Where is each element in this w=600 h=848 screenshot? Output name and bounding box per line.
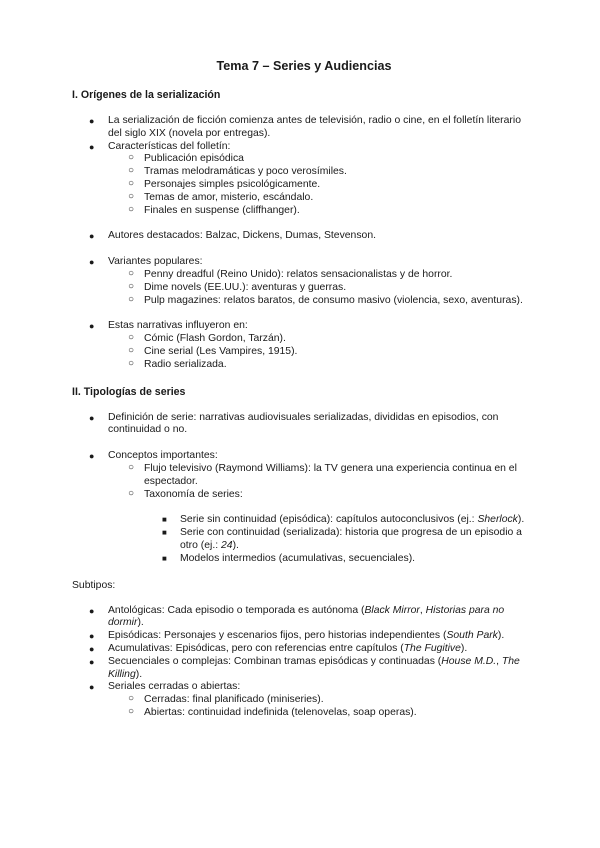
bullet-icon: ● [89,643,95,654]
list-item: ○ Tramas melodramáticas y poco verosímiles. [128,165,347,178]
subtypes-list [72,605,536,720]
circle-bullet-icon: ○ [128,461,135,473]
bullet-icon: ● [89,231,95,242]
list-item: ○ Radio serializada. [128,357,227,370]
list-item: ○ Taxonomía de series: [128,487,243,500]
bullet-icon: ● [89,257,95,268]
bullet-icon: ● [89,116,95,126]
spacer [72,501,536,514]
section-heading-origins: I. Orígenes de la serialización [72,89,221,101]
typologies-list [72,412,536,566]
list-item: ○ Dime novels (EE.UU.): aventuras y guerras. [128,280,347,293]
circle-bullet-icon: ○ [128,357,135,369]
circle-bullet-icon: ○ [128,487,135,499]
list-item: ● La serialización de ficción comienza antes de televisión, radio o cine, en el folletín literario del siglo XIX (novela por entregas). [89,115,521,139]
list-item: ■ Serie con continuidad (serializada): historia que progresa de un episodio a otro (ej.: 24). [162,527,522,551]
page-title: Tema 7 – Series y Audiencias [216,59,392,73]
list-item: ○ Flujo televisivo (Raymond Williams): la TV genera una experiencia continua en el espectador. [128,461,517,487]
list-item: ○ Personajes simples psicológicamente. [128,177,321,190]
list-item: ■ Modelos intermedios (acumulativas, secuenciales). [162,552,416,564]
list-item: ● Conceptos importantes: [89,450,218,462]
square-bullet-icon: ■ [162,515,167,525]
section-heading-typologies: II. Tipologías de series [72,385,186,398]
spacer [72,437,536,450]
circle-bullet-icon: ○ [128,332,135,344]
circle-bullet-icon: ○ [128,177,135,189]
list-item: ○ Cómic (Flash Gordon, Tarzán). [128,332,286,345]
list-item: ● Características del folletín: [89,140,231,152]
list-item: ● Estas narrativas influyeron en: [89,320,248,332]
bullet-icon: ● [89,682,95,693]
origins-list [72,115,536,372]
list-item: ● Antológicas: Cada episodio o temporada es autónoma (Black Mirror, Historias para no dormir). [89,604,505,629]
list-item: ● Acumulativas: Episódicas, pero con referencias entre capítulos (The Fugitive). [89,642,468,654]
bullet-icon: ● [89,321,95,332]
list-item: ● Secuenciales o complejas: Combinan tramas episódicas y continuadas (House M.D., The Killing). [89,655,520,680]
circle-bullet-icon: ○ [128,152,135,164]
circle-bullet-icon: ○ [128,203,135,215]
spacer [72,566,536,579]
list-item: ■ Serie sin continuidad (episódica): capítulos autoconclusivos (ej.: Sherlock). [162,514,525,526]
list-item: ● Autores destacados: Balzac, Dickens, Dumas, Stevenson. [89,230,376,242]
list-item: ● Definición de serie: narrativas audiovisuales serializadas, divididas en episodios, con continuidad o no. [89,411,499,436]
subtypes-label: Subtipos: [72,579,116,591]
spacer [72,307,536,320]
circle-bullet-icon: ○ [128,693,135,705]
spacer [72,243,536,256]
spacer [72,372,536,385]
square-bullet-icon: ■ [162,528,167,538]
list-item: ○ Pulp magazines: relatos baratos, de consumo masivo (violencia, sexo, aventuras). [128,293,523,306]
circle-bullet-icon: ○ [128,280,135,292]
spacer [72,217,536,230]
list-item: ○ Finales en suspense (cliffhanger). [128,203,300,216]
bullet-icon: ● [89,656,95,667]
square-bullet-icon: ■ [162,553,167,563]
bullet-icon: ● [89,412,95,423]
circle-bullet-icon: ○ [128,190,135,202]
circle-bullet-icon: ○ [128,165,135,177]
bullet-icon: ● [89,605,95,616]
list-item: ○ Cine serial (Les Vampires, 1915). [128,344,298,357]
list-item: ○ Publicación episódica [128,152,244,165]
list-item: ● Seriales cerradas o abiertas: [89,681,241,693]
list-item: ○ Temas de amor, misterio, escándalo. [128,190,314,203]
bullet-icon: ● [89,631,95,642]
circle-bullet-icon: ○ [128,267,135,279]
list-item: ● Variantes populares: [89,256,203,268]
circle-bullet-icon: ○ [128,344,135,356]
list-item: ● Episódicas: Personajes y escenarios fijos, pero historias independientes (South Park). [89,630,505,642]
list-item: ○ Cerradas: final planificado (miniseries). [128,693,324,706]
list-item: ○ Penny dreadful (Reino Unido): relatos sensacionalistas y de horror. [128,267,453,280]
circle-bullet-icon: ○ [128,293,135,305]
bullet-icon: ● [89,141,95,152]
list-item: ○ Abiertas: continuidad indefinida (telenovelas, soap operas). [128,705,417,718]
bullet-icon: ● [89,451,95,462]
circle-bullet-icon: ○ [128,705,135,717]
